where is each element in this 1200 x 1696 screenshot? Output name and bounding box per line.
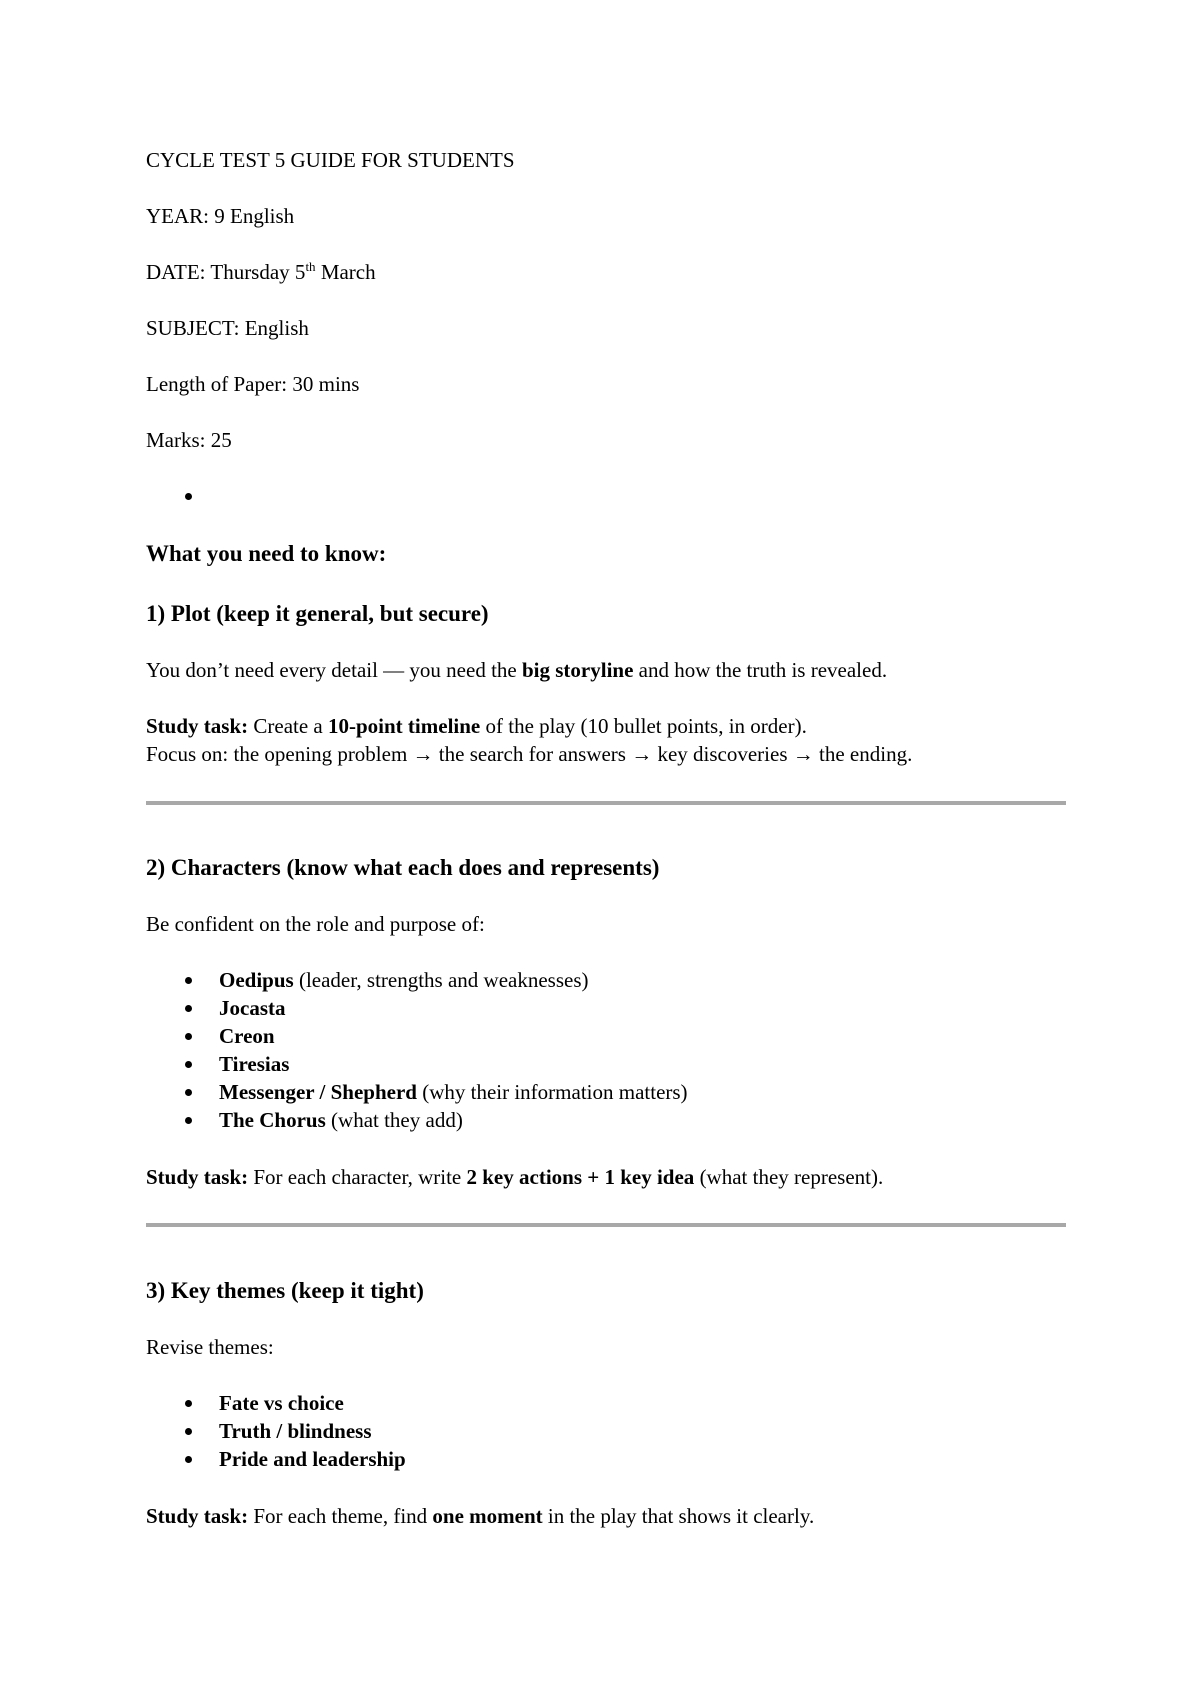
list-item — [146, 1078, 1066, 1106]
item-bold: Messenger / Shepherd — [219, 1080, 417, 1104]
task-label: Study task: — [146, 1165, 249, 1189]
empty-bullet-list — [146, 482, 1066, 510]
item-bold: Oedipus — [219, 968, 294, 992]
date-prefix: DATE: Thursday 5 — [146, 260, 306, 284]
item-text: (what they add) — [325, 1108, 463, 1132]
task-text: of the play (10 bullet points, in order). — [480, 714, 807, 738]
item-bold: Fate vs choice — [219, 1391, 344, 1415]
body-text: and how the truth is revealed. — [633, 658, 888, 682]
task-label: Study task: — [146, 714, 249, 738]
section-3-heading: 3) Key themes (keep it tight) — [146, 1278, 424, 1303]
section-divider — [146, 801, 1066, 805]
section-1-heading: 1) Plot (keep it general, but secure) — [146, 601, 489, 626]
marks-line: Marks: 25 — [146, 428, 232, 452]
section-1-body — [146, 656, 887, 684]
section-3-task — [146, 1502, 814, 1530]
document-title: CYCLE TEST 5 GUIDE FOR STUDENTS — [146, 148, 515, 172]
section-1-focus: Focus on: the opening problem → the search for answers → key discoveries → the ending. — [146, 742, 913, 766]
bullet-icon — [185, 1033, 192, 1040]
task-text: For each character, write — [248, 1165, 467, 1189]
section-3-intro: Revise themes: — [146, 1335, 274, 1359]
section-2-heading: 2) Characters (know what each does and represents) — [146, 855, 660, 880]
item-bold: Truth / blindness — [219, 1419, 372, 1443]
item-text: (leader, strengths and weaknesses) — [293, 968, 589, 992]
theme-list — [146, 1389, 1066, 1473]
bullet-icon — [185, 493, 192, 500]
year-line: YEAR: 9 English — [146, 204, 295, 228]
item-bold: Jocasta — [219, 996, 286, 1020]
item-text: (why their information matters) — [416, 1080, 688, 1104]
list-item — [146, 966, 1066, 994]
task-text: in the play that shows it clearly. — [542, 1504, 815, 1528]
task-emphasis: 10-point timeline — [328, 714, 481, 738]
item-bold: Creon — [219, 1024, 275, 1048]
list-item — [146, 1417, 1066, 1445]
section-2-intro: Be confident on the role and purpose of: — [146, 912, 485, 936]
task-text: For each theme, find — [248, 1504, 433, 1528]
date-line — [146, 258, 376, 286]
bullet-icon — [185, 1005, 192, 1012]
date-superscript: th — [305, 259, 316, 274]
bullet-icon — [185, 977, 192, 984]
bullet-icon — [185, 1428, 192, 1435]
list-item — [146, 1389, 1066, 1417]
bullet-icon — [185, 1456, 192, 1463]
task-label: Study task: — [146, 1504, 249, 1528]
list-item — [146, 1106, 1066, 1134]
item-bold: Tiresias — [219, 1052, 290, 1076]
empty-bullet — [146, 482, 1066, 510]
bullet-icon — [185, 1061, 192, 1068]
list-item — [146, 1050, 1066, 1078]
item-bold: The Chorus — [219, 1108, 326, 1132]
list-item — [146, 994, 1066, 1022]
task-text: (what they represent). — [694, 1165, 884, 1189]
bullet-icon — [185, 1117, 192, 1124]
section-1-task — [146, 712, 807, 740]
body-emphasis: big storyline — [521, 658, 634, 682]
what-you-need-heading: What you need to know: — [146, 541, 387, 566]
body-text: You don’t need every detail — you need the — [146, 658, 522, 682]
list-item — [146, 1022, 1066, 1050]
character-list — [146, 966, 1066, 1134]
bullet-icon — [185, 1089, 192, 1096]
length-line: Length of Paper: 30 mins — [146, 372, 360, 396]
section-2-task — [146, 1163, 883, 1191]
bullet-icon — [185, 1400, 192, 1407]
task-emphasis: 2 key actions + 1 key idea — [466, 1165, 695, 1189]
list-item — [146, 1445, 1066, 1473]
task-emphasis: one moment — [432, 1504, 543, 1528]
subject-line: SUBJECT: English — [146, 316, 309, 340]
task-text: Create a — [248, 714, 328, 738]
item-bold: Pride and leadership — [219, 1447, 406, 1471]
section-divider — [146, 1223, 1066, 1227]
date-suffix: March — [315, 260, 376, 284]
